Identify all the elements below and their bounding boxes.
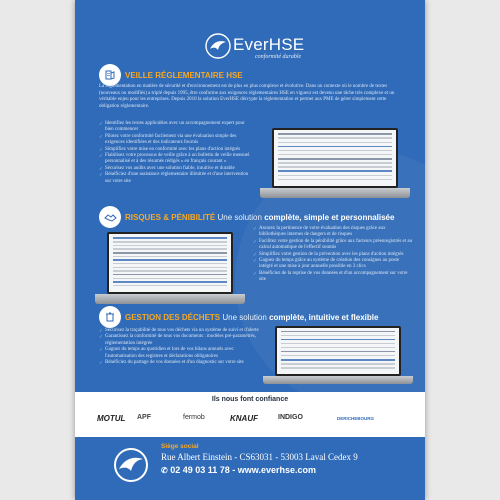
section2-bullet-list xyxy=(253,226,413,284)
screen-row xyxy=(281,343,396,345)
section2-bullet-item: ✓ Simplifiez votre gestion de la prévention avec les plans d'action intégrés xyxy=(253,252,413,258)
section3-bullet-item: ✓ Gagnez du temps au quotidien et lors de vos bilans annuels avec l'automatisation des registres et déclarations obligatoires xyxy=(99,347,259,360)
screen-row xyxy=(113,237,228,239)
section3-title: GESTION DES DÉCHETS Une solution complète, intuitive et flexible xyxy=(125,313,379,322)
partner-logo-fermob: fermob xyxy=(183,414,205,421)
screen-row xyxy=(278,170,393,172)
handshake-icon xyxy=(99,206,121,228)
partner-logo-apf: APF xyxy=(137,414,151,421)
screen-row xyxy=(113,267,228,269)
screen-row xyxy=(113,248,228,250)
screen-row xyxy=(278,137,393,139)
screen-row xyxy=(281,339,396,341)
section1-title: VEILLE RÉGLEMENTAIRE HSE xyxy=(125,71,243,80)
screen-row xyxy=(281,367,396,369)
section2-bullet-item: ✓ Facilitez votre gestion de la pénibilité grâce aux facteurs préenregistrés et au calcul automatique de l'effectif soumis xyxy=(253,239,413,252)
screen-row xyxy=(113,278,228,280)
screen-row xyxy=(278,133,393,135)
bird-logo-icon xyxy=(205,33,231,59)
partner-logo-knauf: KNAUF xyxy=(230,414,258,423)
screen-row xyxy=(278,179,393,181)
section1-intro: La réglementation en matière de sécurité et d'environnement est de plus en plus complexe et évolutive. Dans un contexte où le nombre de textes (nouveaux ou modifiés) a triplé depuis 1995, être conforme aux exigences réglementaires HSE en vigueur est devenu une tâche très complexe et un véritable enjeu pour les entreprises. Depuis 2010 la solution EverHSE décrypte la réglementation et permet aux PME de gérer simplement cette obligation réglementaire. xyxy=(99,84,395,109)
screen-row xyxy=(278,154,393,156)
screen-row xyxy=(278,162,393,164)
headquarters-label: Siège social xyxy=(161,443,199,450)
partner-logo-motul: MOTUL xyxy=(97,414,126,423)
section2-laptop-screenshot xyxy=(95,232,245,304)
screen-row xyxy=(281,351,396,353)
phone-icon: ✆ xyxy=(161,466,168,475)
section3-laptop-screenshot xyxy=(263,326,413,384)
section3-bullet-item: ✓ Bénéficiez du partage de vos données et d'un diagnostic sur votre site xyxy=(99,360,259,366)
section3-bullet-item: ✓ Garantissez la conformité de tous vos documents : modèles pré-paramétrés, réglementation intégrée xyxy=(99,334,259,347)
section1-bullet-list xyxy=(99,121,254,185)
screen-row xyxy=(278,150,393,152)
section2-bullet-item: ✓ Gagnez du temps grâce au système de création des consignes au poste intégré et une mise à jour annuelle possible en 3 clics xyxy=(253,258,413,271)
screen-row xyxy=(281,347,396,349)
section3-bullet-item: ✓ Sécurisez la traçabilité de tous vos déchets via un système de suivi et d'alerte xyxy=(99,328,259,334)
bird-logo-icon xyxy=(113,447,149,483)
screen-row xyxy=(278,175,393,177)
screen-row xyxy=(113,252,228,254)
partner-logo-derichebourg: DERICHEBOURG xyxy=(337,416,375,421)
everhse-logo xyxy=(205,33,315,63)
section1-bullet-item: ✓ Pilotez votre conformité facilement via une évaluation simple des exigences identifiées et des indicateurs fournis xyxy=(99,134,254,147)
section2-bullet-item: ✓ Bénéficiez de la reprise de vos données et d'un accompagnement sur votre site xyxy=(253,271,413,284)
screen-row xyxy=(113,245,228,247)
section1-bullet-item: ✓ Bénéficiez d'une assistance réglementaire illimitée et d'une intervention sur votre site xyxy=(99,172,254,185)
screen-row xyxy=(113,274,228,276)
section3-bullet-list xyxy=(99,328,259,366)
flyer-page xyxy=(75,0,425,500)
contact-line xyxy=(161,465,316,475)
screen-row xyxy=(281,363,396,365)
brand-tagline: conformité durable xyxy=(255,54,302,60)
screen-row xyxy=(113,259,228,261)
section2-title: RISQUES & PÉNIBILITÉ Une solution complète, simple et personnalisée xyxy=(125,213,395,222)
partners-title: Ils nous font confiance xyxy=(211,396,289,403)
headquarters-address: Rue Albert Einstein - CS63031 - 53003 Laval Cedex 9 xyxy=(161,452,358,462)
screen-row xyxy=(278,158,393,160)
contact-text: 02 49 03 11 78 - www.everhse.com xyxy=(170,465,316,475)
screen-row xyxy=(281,355,396,357)
screen-row xyxy=(113,263,228,265)
screen-row xyxy=(278,146,393,148)
brand-ever: Ever xyxy=(233,35,269,54)
partners-band xyxy=(75,392,425,437)
partner-logo-indigo: INDIGO xyxy=(278,414,303,421)
section1-laptop-screenshot xyxy=(260,128,410,198)
screen-row xyxy=(281,359,396,361)
recycle-bin-icon xyxy=(99,306,121,328)
section1-bullet-item: ✓ Identifiez les textes applicables avec un accompagnement expert pour bien commencer xyxy=(99,121,254,134)
screen-row xyxy=(113,241,228,243)
screen-row xyxy=(113,285,228,287)
screen-row xyxy=(278,166,393,168)
section2-bullet-item: ✓ Assurez la pertinence de votre évaluation des risques grâce aux bibliothèques internes de dangers et de risques xyxy=(253,226,413,239)
section1-bullet-item: ✓ Simplifiez votre mise en conformité avec les plans d'action intégrés xyxy=(99,147,254,153)
law-book-icon xyxy=(99,64,121,86)
screen-row xyxy=(113,270,228,272)
brand-hse: HSE xyxy=(268,35,305,54)
screen-row xyxy=(113,256,228,258)
screen-row xyxy=(281,331,396,333)
screen-row xyxy=(278,142,393,144)
section1-bullet-item: ✓ Sécurisez vos audits avec une solution fiable, intuitive et durable xyxy=(99,166,254,172)
screen-row xyxy=(281,335,396,337)
screen-row xyxy=(113,281,228,283)
section1-bullet-item: ✓ Fiabilisez votre processus de veille grâce à un bulletin de veille mensuel personnalisé et à des résumés rédigés « en français courant » xyxy=(99,153,254,166)
brand-name xyxy=(233,35,304,55)
